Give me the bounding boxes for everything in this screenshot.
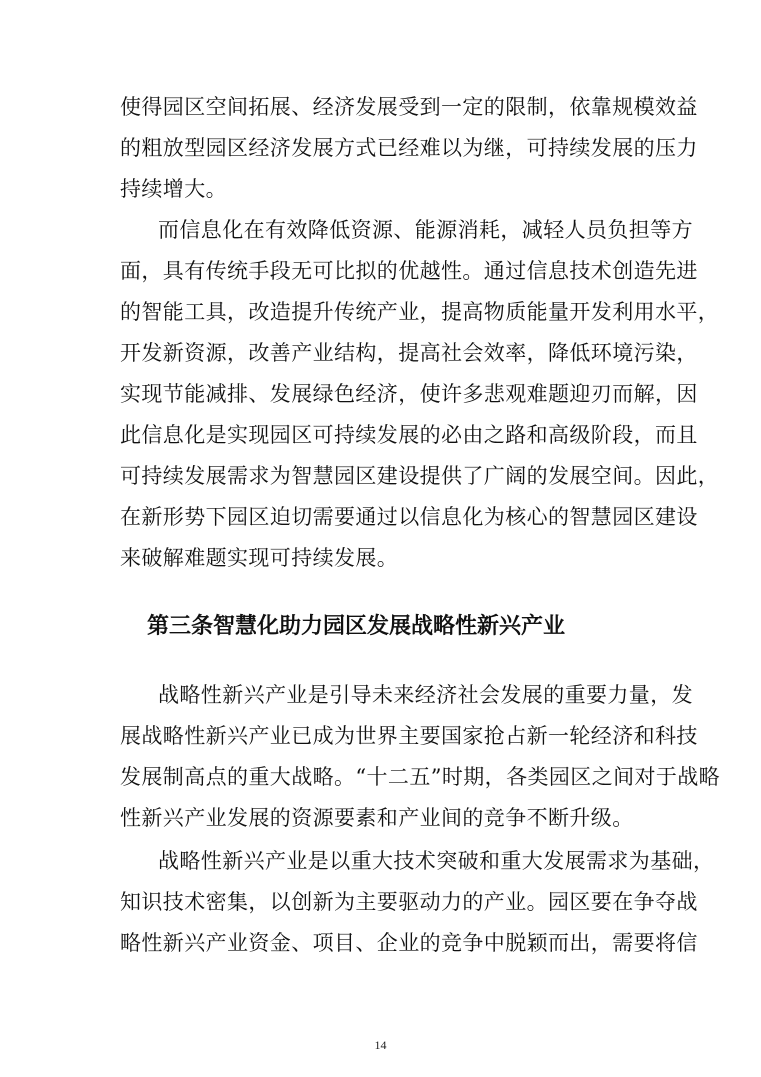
paragraph-2-line-1: 而信息化在有效降低资源、能源消耗，减轻人员负担等方 xyxy=(158,218,693,242)
paragraph-3-line-2: 展战略性新兴产业已成为世界主要国家抢占新一轮经济和科技 xyxy=(120,724,698,748)
paragraph-3-line-1: 战略性新兴产业是引导未来经济社会发展的重要力量，发 xyxy=(158,683,693,707)
paragraph-2-line-5: 实现节能减排、发展绿色经济，使许多悲观难题迎刃而解，因 xyxy=(120,382,698,406)
paragraph-2-line-2: 面，具有传统手段无可比拟的优越性。通过信息技术创造先进 xyxy=(120,259,698,283)
paragraph-2-line-7: 可持续发展需求为智慧园区建设提供了广阔的发展空间。因此， xyxy=(120,464,720,488)
paragraph-2-line-8: 在新形势下园区迫切需要通过以信息化为核心的智慧园区建设 xyxy=(120,505,698,529)
page-number: 14 xyxy=(374,1038,387,1052)
section-heading: 第三条智慧化助力园区发展战略性新兴产业 xyxy=(147,614,566,639)
paragraph-3-line-3: 发展制高点的重大战略。“十二五”时期，各类园区之间对于战略 xyxy=(120,765,721,789)
paragraph-1-line-2: 的粗放型园区经济发展方式已经难以为继，可持续发展的压力 xyxy=(120,136,698,160)
paragraph-3-line-4: 性新兴产业发展的资源要素和产业间的竞争不断升级。 xyxy=(120,806,634,830)
paragraph-1-line-1: 使得园区空间拓展、经济发展受到一定的限制，依靠规模效益 xyxy=(120,95,698,119)
paragraph-2-line-9: 来破解难题实现可持续发展。 xyxy=(120,546,399,570)
paragraph-2-line-3: 的智能工具，改造提升传统产业，提高物质能量开发利用水平， xyxy=(120,300,720,324)
paragraph-4-line-3: 略性新兴产业资金、项目、企业的竞争中脱颖而出，需要将信 xyxy=(120,931,698,955)
paragraph-1-line-3: 持续增大。 xyxy=(120,177,227,201)
paragraph-4-line-2: 知识技术密集，以创新为主要驱动力的产业。园区要在争夺战 xyxy=(120,890,698,914)
paragraph-4-line-1: 战略性新兴产业是以重大技术突破和重大发展需求为基础， xyxy=(158,849,715,873)
paragraph-2-line-4: 开发新资源，改善产业结构，提高社会效率，降低环境污染， xyxy=(120,341,698,365)
paragraph-2-line-6: 此信息化是实现园区可持续发展的必由之路和高级阶段，而且 xyxy=(120,423,698,447)
